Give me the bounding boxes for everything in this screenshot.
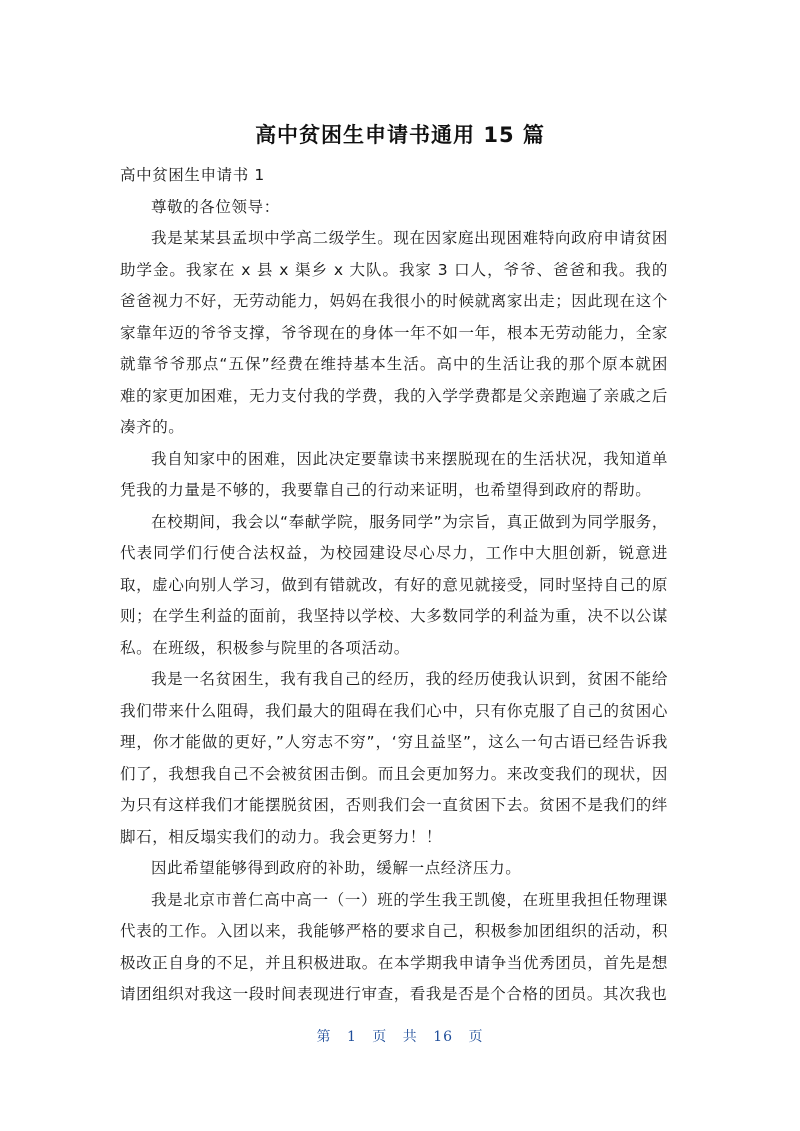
paragraph: 我是北京市普仁高中高一（一）班的学生我王凯傻，在班里我担任物理课代表的工作。入团以来，我能够严格的要求自己，积极参加团组织的活动，积极改正自身的不足，并且积极进取。在本学期我申请争当优秀团员，首先是想请团组织对我这一段时间表现进行审查，看我是否是个合格的团员。其次我也 [120, 890, 668, 1003]
salutation: 尊敬的各位领导： [151, 197, 280, 216]
section-heading: 高中贫困生申请书 1 [120, 166, 265, 184]
document-body [120, 160, 668, 1011]
paragraph: 我是某某县孟坝中学高二级学生。现在因家庭出现困难特向政府申请贫困助学金。我家在 x 县 x 渠乡 x 大队。我家 3 口人，爷爷、爸爸和我。我的爸爸视力不好，无劳动能力，妈妈在我很小的时候就离家出走；因此现在这个家靠年迈的爷爷支撑，爷爷现在的身体一年不如一年，根本无劳动能力，全家就靠爷爷那点“五保”经费在维持基本生活。高中的生活让我的那个原本就困难的家更加困难，无力支付我的学费，我的入学学费都是父亲跑遍了亲戚之后凑齐的。 [120, 229, 668, 436]
paragraph: 我自知家中的困难，因此决定要靠读书来摆脱现在的生活状况，我知道单凭我的力量是不够的，我要靠自己的行动来证明，也希望得到政府的帮助。 [120, 449, 668, 499]
paragraph: 因此希望能够得到政府的补助，缓解一点经济压力。 [151, 859, 522, 877]
document-title: 高中贫困生申请书通用 15 篇 [255, 123, 545, 147]
page-number-footer: 第 1 页 共 16 页 [316, 1029, 484, 1045]
paragraph: 在校期间，我会以“奉献学院，服务同学”为宗旨，真正做到为同学服务，代表同学们行使合法权益，为校园建设尽心尽力，工作中大胆创新，锐意进取，虚心向别人学习，做到有错就改，有好的意见就接受，同时坚持自己的原则；在学生利益的面前，我坚持以学校、大多数同学的利益为重，决不以公谋私。在班级，积极参与院里的各项活动。 [120, 512, 668, 657]
paragraph: 我是一名贫困生，我有我自己的经历，我的经历使我认识到，贫困不能给我们带来什么阻碍，我们最大的阻碍在我们心中，只有你克服了自己的贫困心理，你才能做的更好，”人穷志不穷”，‘穷且益坚”，这么一句古语已经告诉我们了，我想我自己不会被贫困击倒。而且会更加努力。来改变我们的现状，因为只有这样我们才能摆脱贫困，否则我们会一直贫困下去。贫困不是我们的绊脚石，相反塌实我们的动力。我会更努力！！ [120, 670, 668, 846]
